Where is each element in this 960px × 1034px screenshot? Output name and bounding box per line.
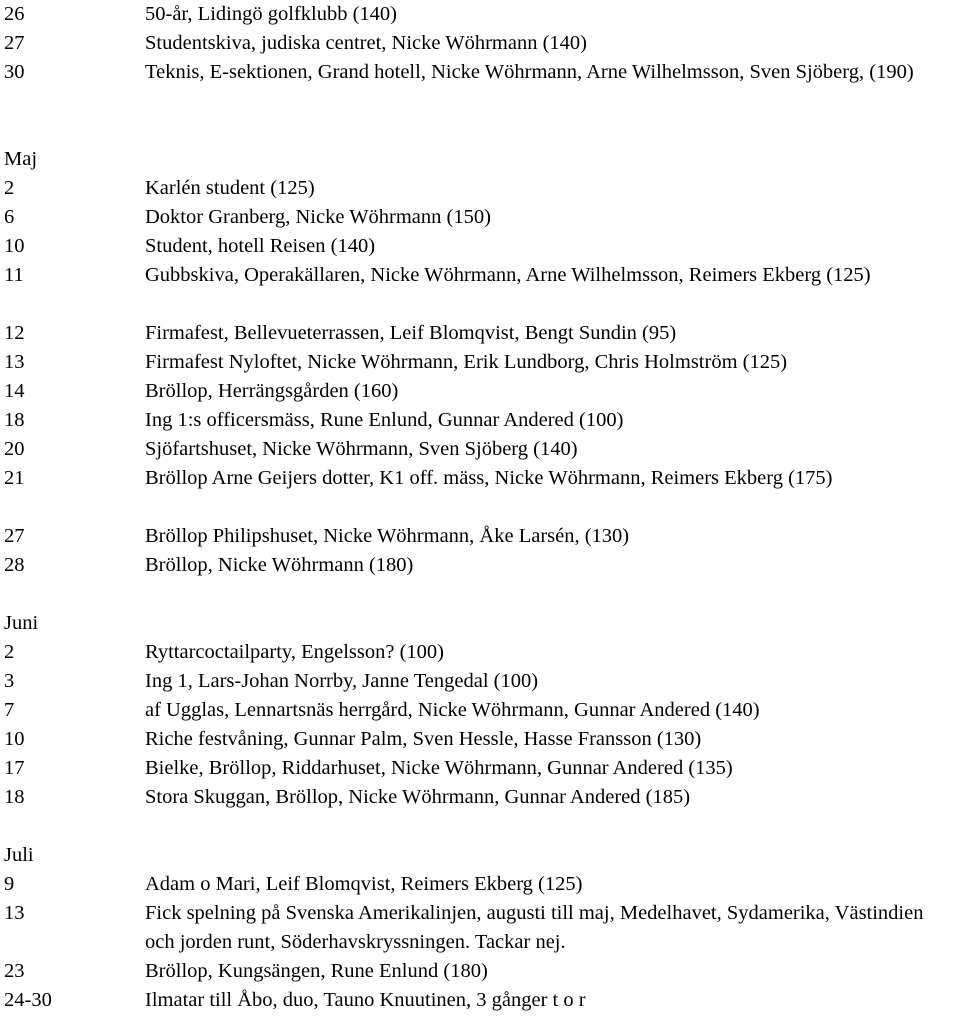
entry-day: 20 xyxy=(4,438,25,460)
entry-text: 50-år, Lidingö golfklubb (140) xyxy=(145,3,397,25)
entry-day: 27 xyxy=(4,525,25,547)
entry-day: 11 xyxy=(4,264,24,286)
entry-row xyxy=(0,406,960,435)
entry-day: 9 xyxy=(4,873,15,895)
entry-row xyxy=(0,870,960,899)
entry-row xyxy=(0,551,960,580)
entry-text: Bröllop, Nicke Wöhrmann (180) xyxy=(145,554,414,576)
entry-row xyxy=(0,957,960,986)
month-section xyxy=(0,145,960,580)
entry-text: Riche festvåning, Gunnar Palm, Sven Hessle, Hasse Fransson (130) xyxy=(145,728,702,750)
entry-day: 3 xyxy=(4,670,15,692)
entry-text: Ryttarcoctailparty, Engelsson? (100) xyxy=(145,641,444,663)
entry-row xyxy=(0,754,960,783)
entry-day: 7 xyxy=(4,699,15,721)
entry-day: 26 xyxy=(4,3,25,25)
entry-text: Firmafest Nyloftet, Nicke Wöhrmann, Erik Lundborg, Chris Holmström (125) xyxy=(145,351,788,373)
entry-row xyxy=(0,725,960,754)
entry-text: Karlén student (125) xyxy=(145,177,315,199)
entry-text: Student, hotell Reisen (140) xyxy=(145,235,376,257)
entry-row xyxy=(0,174,960,203)
month-section xyxy=(0,841,960,1015)
entry-day: 10 xyxy=(4,728,25,750)
entry-day: 18 xyxy=(4,786,25,808)
entry-row xyxy=(0,435,960,464)
entry-day: 17 xyxy=(4,757,25,779)
entry-row xyxy=(0,58,960,116)
entry-day: 2 xyxy=(4,177,15,199)
entry-text: Ing 1:s officersmäss, Rune Enlund, Gunnar Andered (100) xyxy=(145,409,624,431)
entry-text: Teknis, E-sektionen, Grand hotell, Nicke Wöhrmann, Arne Wilhelmsson, Sven Sjöberg, (190) xyxy=(145,61,914,83)
entry-row xyxy=(0,319,960,348)
entry-row xyxy=(0,899,960,957)
entry-day: 12 xyxy=(4,322,25,344)
month-heading: Juli xyxy=(4,844,34,866)
entry-row xyxy=(0,261,960,319)
entry-day: 18 xyxy=(4,409,25,431)
month-section xyxy=(0,609,960,812)
entry-text: Ing 1, Lars-Johan Norrby, Janne Tengedal (100) xyxy=(145,670,539,692)
entry-row xyxy=(0,464,960,522)
entry-row xyxy=(0,29,960,58)
entry-row xyxy=(0,638,960,667)
entry-text: Bröllop Arne Geijers dotter, K1 off. mäss, Nicke Wöhrmann, Reimers Ekberg (175) xyxy=(145,467,833,489)
entry-text: Bröllop, Herrängsgården (160) xyxy=(145,380,399,402)
entry-row xyxy=(0,203,960,232)
entry-day: 27 xyxy=(4,32,25,54)
entry-text: Bielke, Bröllop, Riddarhuset, Nicke Wöhrmann, Gunnar Andered (135) xyxy=(145,757,733,779)
entry-text: Firmafest, Bellevueterrassen, Leif Blomqvist, Bengt Sundin (95) xyxy=(145,322,677,344)
month-heading: Juni xyxy=(4,612,39,634)
entry-row xyxy=(0,377,960,406)
entry-row xyxy=(0,667,960,696)
entry-row xyxy=(0,522,960,551)
entry-row xyxy=(0,232,960,261)
entry-text: Gubbskiva, Operakällaren, Nicke Wöhrmann, Arne Wilhelmsson, Reimers Ekberg (125) xyxy=(145,264,871,286)
entry-text: Ilmatar till Åbo, duo, Tauno Knuutinen, 3 gånger t o r xyxy=(145,989,586,1011)
entry-text: Adam o Mari, Leif Blomqvist, Reimers Ekberg (125) xyxy=(145,873,583,895)
entry-day: 14 xyxy=(4,380,25,402)
entry-day: 24-30 xyxy=(4,989,52,1011)
entry-day: 21 xyxy=(4,467,25,489)
entry-row xyxy=(0,348,960,377)
entry-day: 13 xyxy=(4,902,25,924)
entry-row xyxy=(0,0,960,29)
entry-text: af Ugglas, Lennartsnäs herrgård, Nicke Wöhrmann, Gunnar Andered (140) xyxy=(145,699,760,721)
month-heading: Maj xyxy=(4,148,38,170)
entry-row xyxy=(0,986,960,1015)
entry-text: Fick spelning på Svenska Amerikalinjen, augusti till maj, Medelhavet, Sydamerika, Västindien och jorden runt, Söderhavskryssningen. Tackar nej. xyxy=(145,902,924,953)
entry-row xyxy=(0,783,960,812)
entry-row xyxy=(0,696,960,725)
entry-text: Bröllop, Kungsängen, Rune Enlund (180) xyxy=(145,960,488,982)
entry-day: 10 xyxy=(4,235,25,257)
month-section xyxy=(0,0,960,116)
entry-day: 13 xyxy=(4,351,25,373)
entry-text: Sjöfartshuset, Nicke Wöhrmann, Sven Sjöberg (140) xyxy=(145,438,578,460)
entry-text: Studentskiva, judiska centret, Nicke Wöhrmann (140) xyxy=(145,32,587,54)
entry-day: 30 xyxy=(4,61,25,83)
entry-day: 6 xyxy=(4,206,15,228)
entry-text: Doktor Granberg, Nicke Wöhrmann (150) xyxy=(145,206,491,228)
entry-text: Stora Skuggan, Bröllop, Nicke Wöhrmann, Gunnar Andered (185) xyxy=(145,786,691,808)
entry-day: 23 xyxy=(4,960,25,982)
entry-text: Bröllop Philipshuset, Nicke Wöhrmann, Åke Larsén, (130) xyxy=(145,525,630,547)
entry-day: 2 xyxy=(4,641,15,663)
entry-day: 28 xyxy=(4,554,25,576)
